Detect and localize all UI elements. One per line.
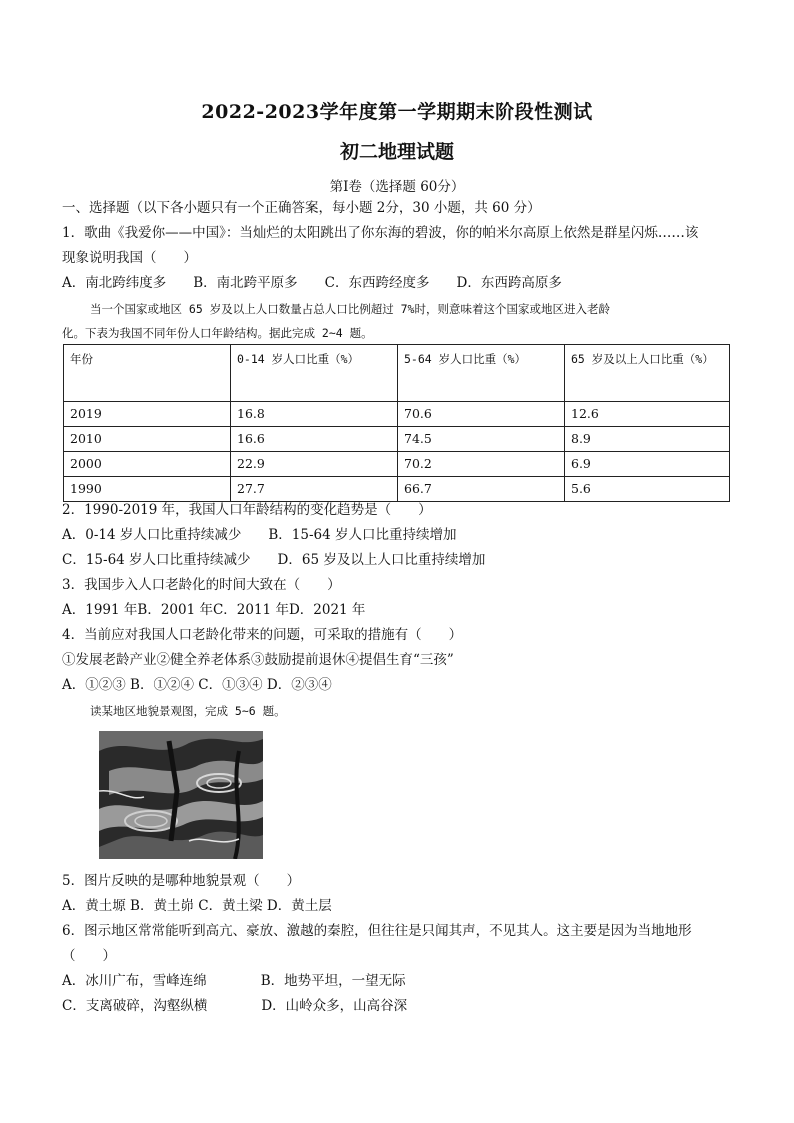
exam-title: 2022-2023学年度第一学期期末阶段性测试 — [201, 101, 593, 123]
q4-stem: 4．当前应对我国人口老龄化带来的问题，可采取的措施有（ ） — [62, 627, 463, 643]
material1-line2: 化。下表为我国不同年份人口年龄结构。据此完成 2~4 题。 — [62, 326, 373, 340]
table-header-cell: 65 岁及以上人口比重（%） — [565, 345, 730, 402]
table-cell: 12.6 — [565, 402, 730, 427]
q4-options: A．①②③ B．①②④ C．①③④ D．②③④ — [62, 677, 332, 693]
table-cell: 70.6 — [398, 402, 565, 427]
q5-stem: 5．图片反映的是哪种地貌景观（ ） — [62, 873, 301, 889]
age-structure-table — [63, 344, 730, 502]
section-heading: 一、选择题（以下各小题只有一个正确答案，每小题 2分，30 小题，共 60 分） — [62, 200, 541, 216]
q6-options-ab: A．冰川广布，雪峰连绵 B．地势平坦，一望无际 — [62, 973, 406, 989]
q2-options-cd: C．15-64 岁人口比重持续减少 D．65 岁及以上人口比重持续增加 — [62, 552, 486, 568]
material1-line1: 当一个国家或地区 65 岁及以上人口数量占总人口比例超过 7%时，则意味着这个国家或地区进入老龄 — [90, 302, 610, 316]
q6-stem-line1: 6．图示地区常常能听到高亢、豪放、激越的秦腔，但往往是只闻其声，不见其人。这主要是因为当地地形 — [62, 923, 692, 939]
table-cell: 2019 — [64, 402, 231, 427]
table-cell: 66.7 — [398, 477, 565, 502]
table-cell: 5.6 — [565, 477, 730, 502]
table-cell: 2000 — [64, 452, 231, 477]
table-cell: 1990 — [64, 477, 231, 502]
q1-stem-line1: 1．歌曲《我爱你——中国》：当灿烂的太阳跳出了你东海的碧波，你的帕米尔高原上依然是群星闪烁……该 — [62, 225, 699, 241]
part-heading: 第Ⅰ卷（选择题 60分） — [329, 179, 465, 195]
table-header-cell: 5-64 岁人口比重（%） — [398, 345, 565, 402]
table-cell: 6.9 — [565, 452, 730, 477]
q3-options: A．1991 年B．2001 年C．2011 年D．2021 年 — [62, 602, 366, 618]
table-cell: 22.9 — [231, 452, 398, 477]
table-row — [64, 427, 730, 452]
material2: 读某地区地貌景观图，完成 5~6 题。 — [90, 704, 286, 718]
table-cell: 8.9 — [565, 427, 730, 452]
table-row — [64, 402, 730, 427]
table-cell: 70.2 — [398, 452, 565, 477]
q2-options-ab: A．0-14 岁人口比重持续减少 B．15-64 岁人口比重持续增加 — [62, 527, 457, 543]
table-cell: 2010 — [64, 427, 231, 452]
table-row — [64, 477, 730, 502]
loess-landscape-photo — [99, 731, 263, 859]
q3-stem: 3．我国步入人口老龄化的时间大致在（ ） — [62, 577, 341, 593]
q6-options-cd: C．支离破碎，沟壑纵横 D．山岭众多，山高谷深 — [62, 998, 408, 1014]
table-header-cell: 年份 — [64, 345, 231, 402]
table-row — [64, 452, 730, 477]
q2-stem: 2．1990-2019 年，我国人口年龄结构的变化趋势是（ ） — [62, 502, 432, 518]
table-header-row — [64, 345, 730, 402]
q1-options: A．南北跨纬度多 B．南北跨平原多 C．东西跨经度多 D．东西跨高原多 — [62, 275, 562, 291]
exam-subtitle: 初二地理试题 — [339, 141, 454, 163]
table-cell: 16.6 — [231, 427, 398, 452]
q5-options: A．黄土塬 B．黄土峁 C．黄土梁 D．黄土层 — [62, 898, 332, 914]
table-header-cell: 0-14 岁人口比重（%） — [231, 345, 398, 402]
table-cell: 74.5 — [398, 427, 565, 452]
table-cell: 27.7 — [231, 477, 398, 502]
q1-stem-line2: 现象说明我国（ ） — [62, 250, 197, 266]
q4-items: ①发展老龄产业②健全养老体系③鼓励提前退休④提倡生育“三孩” — [62, 652, 454, 668]
table-cell: 16.8 — [231, 402, 398, 427]
q6-stem-line2: （ ） — [62, 948, 116, 964]
